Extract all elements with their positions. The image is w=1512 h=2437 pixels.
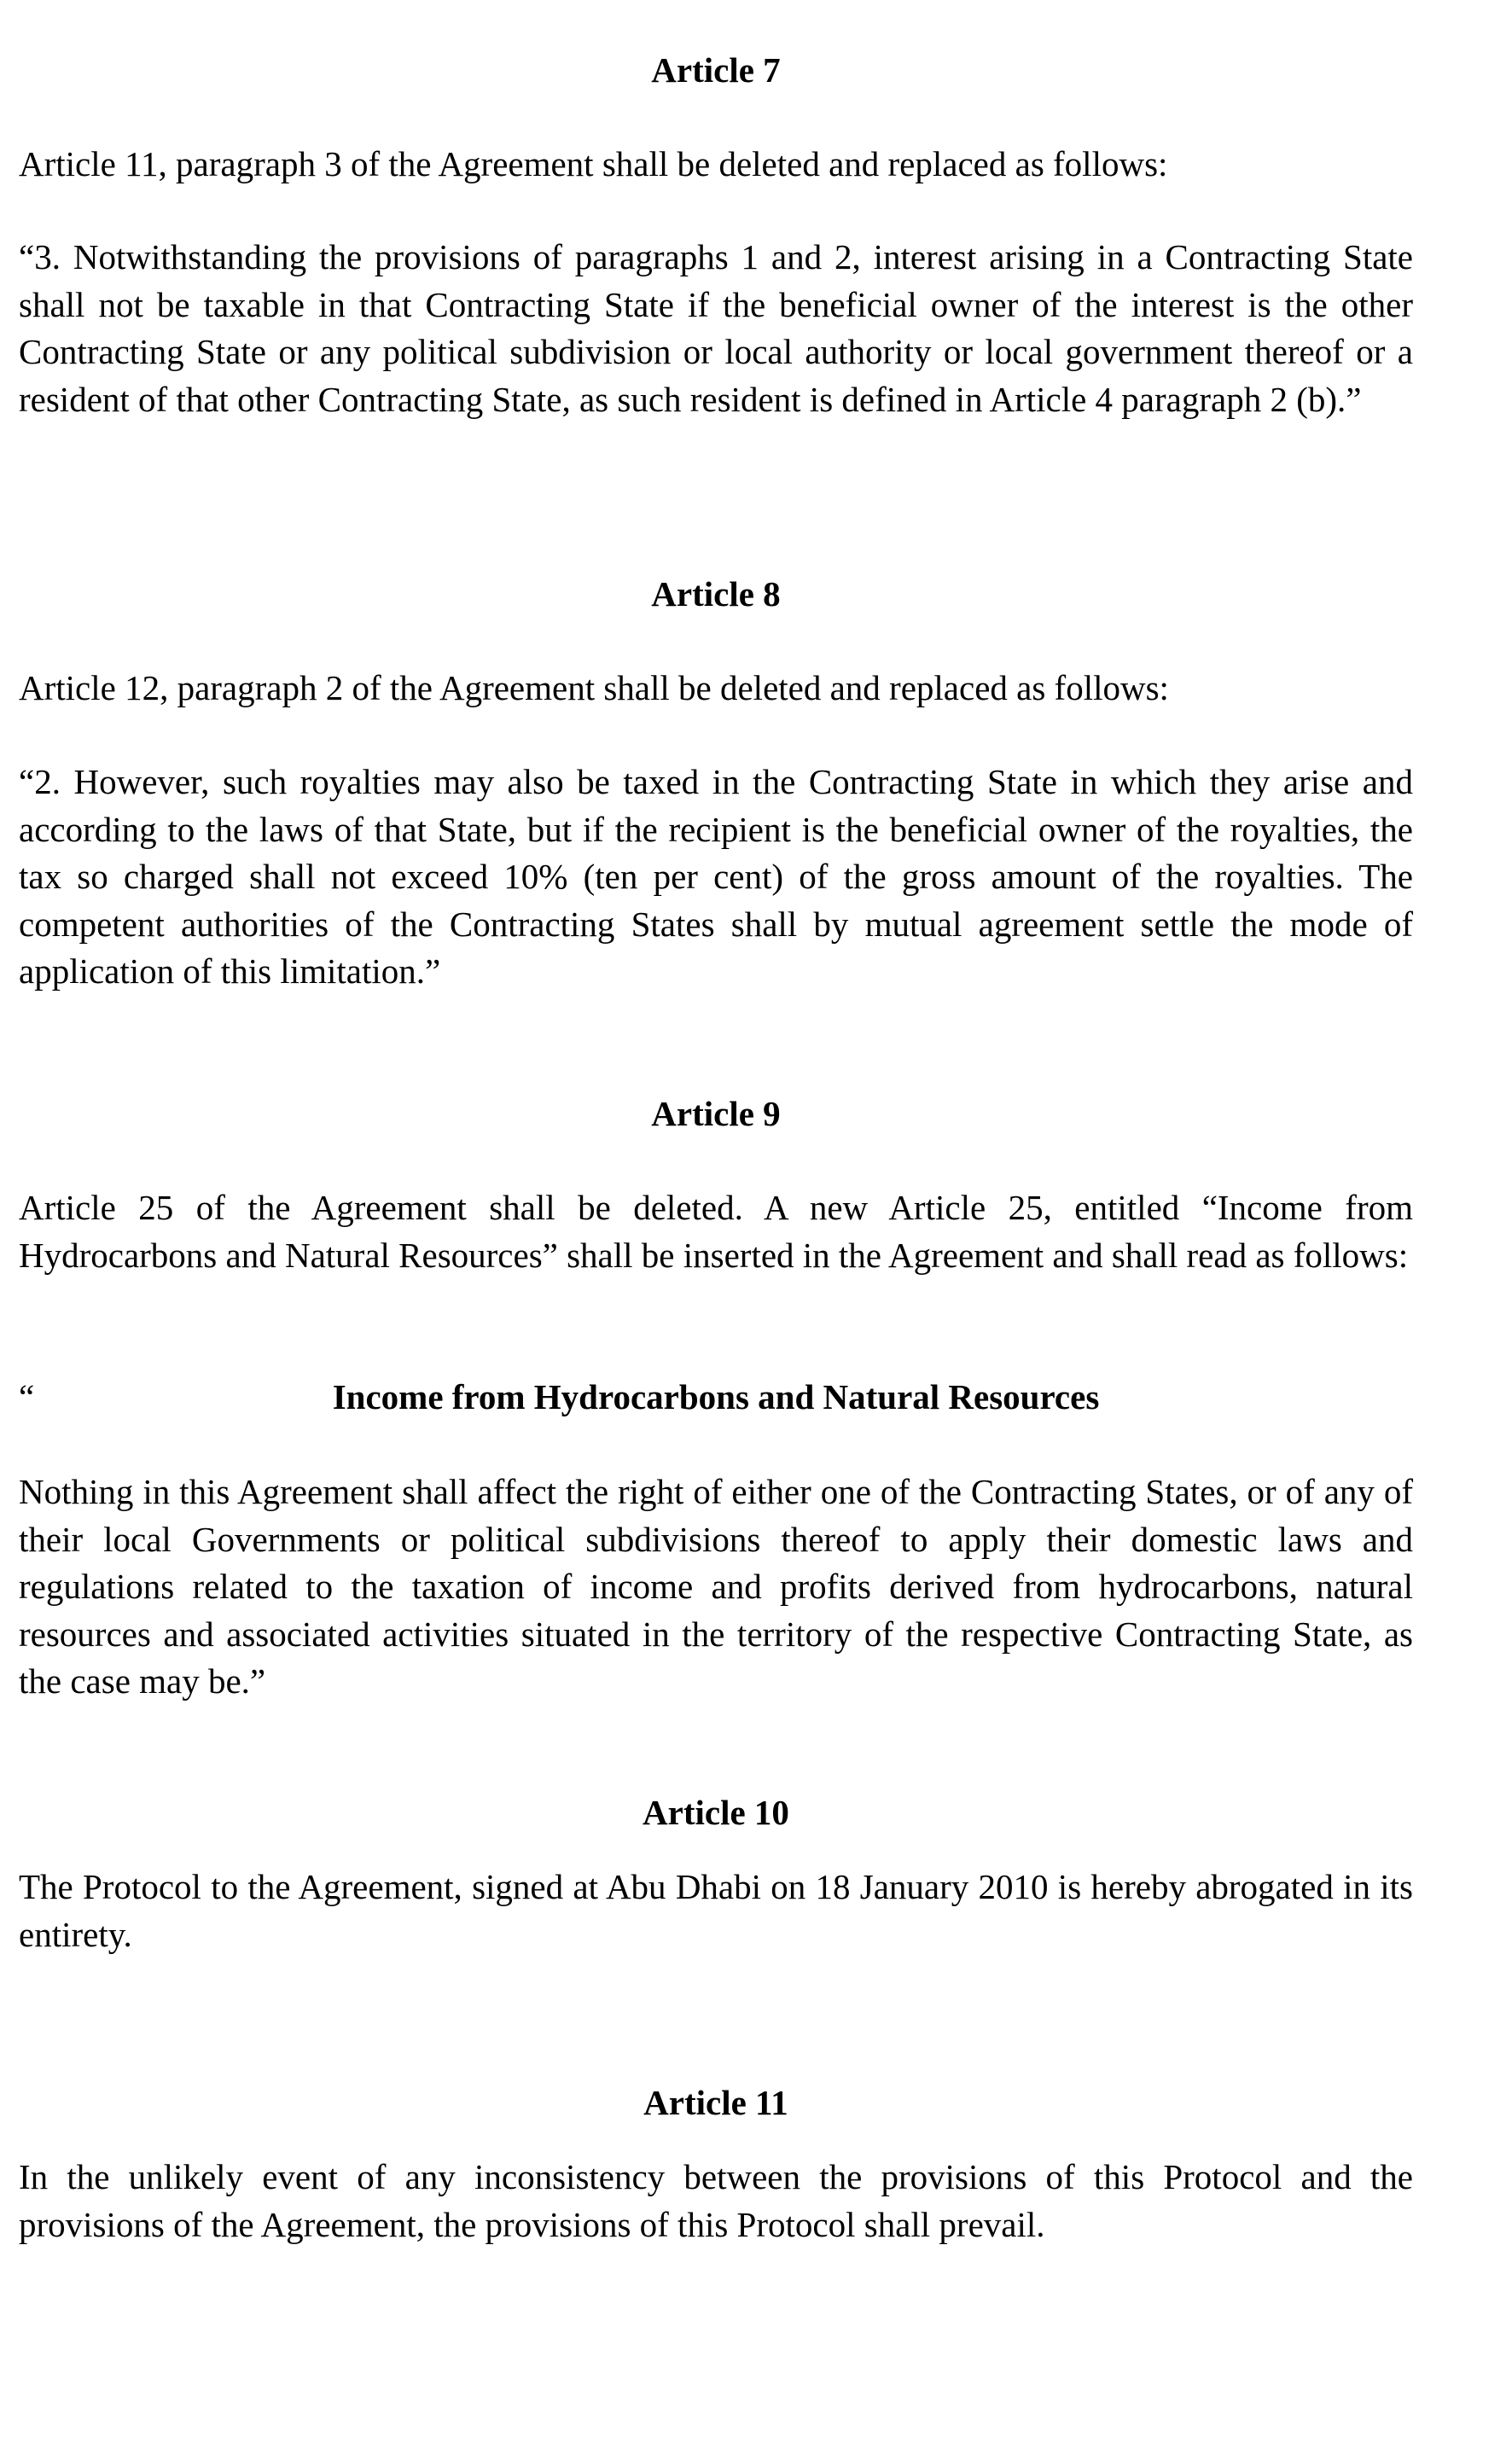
article-11-heading: Article 11 xyxy=(643,2083,788,2122)
opening-quote-mark: “ xyxy=(19,1377,35,1416)
article-7-heading: Article 7 xyxy=(651,50,781,90)
article-11-text: In the unlikely event of any inconsistency between the provisions of this Protocol and the provisions of the Agreement, the provisions of this Protocol shall prevail. xyxy=(19,2157,1413,2244)
article-9-subheading: Income from Hydrocarbons and Natural Resources xyxy=(332,1377,1100,1416)
article-8-text: “2. However, such royalties may also be taxed in the Contracting State in which they arise and according to the laws of that State, but if the recipient is the beneficial owner of the royalties, the tax so charged shall not exceed 10% (ten per cent) of the gross amount of the royalties. The competent authorities of the Contracting States shall by mutual agreement settle the mode of application of this limitation.” xyxy=(19,762,1413,991)
article-7-text: “3. Notwithstanding the provisions of paragraphs 1 and 2, interest arising in a Contracting State shall not be taxable in that Contracting State if the beneficial owner of the interest is the other Contracting State or any political subdivision or local authority or local government thereof or a resident of that other Contracting State, as such resident is defined in Article 4 paragraph 2 (b).” xyxy=(19,237,1413,419)
article-9-heading: Article 9 xyxy=(651,1094,781,1133)
article-7-intro: Article 11, paragraph 3 of the Agreement shall be deleted and replaced as follows: xyxy=(19,144,1168,183)
article-8-heading: Article 8 xyxy=(651,574,781,614)
article-10-heading: Article 10 xyxy=(643,1793,789,1832)
article-10-text: The Protocol to the Agreement, signed at Abu Dhabi on 18 January 2010 is hereby abrogated in its entirety. xyxy=(19,1867,1413,1954)
article-8-intro: Article 12, paragraph 2 of the Agreement shall be deleted and replaced as follows: xyxy=(19,668,1169,707)
article-9-intro: Article 25 of the Agreement shall be deleted. A new Article 25, entitled “Income from Hydrocarbons and Natural Resources” shall be inserted in the Agreement and shall read as follows: xyxy=(19,1188,1413,1275)
article-9-text: Nothing in this Agreement shall affect the right of either one of the Contracting States, or of any of their local Governments or political subdivisions thereof to apply their domestic laws and regulations related to the taxation of income and profits derived from hydrocarbons, natural resources and associated activities situated in the territory of the respective Contracting State, as the case may be.” xyxy=(19,1472,1413,1701)
